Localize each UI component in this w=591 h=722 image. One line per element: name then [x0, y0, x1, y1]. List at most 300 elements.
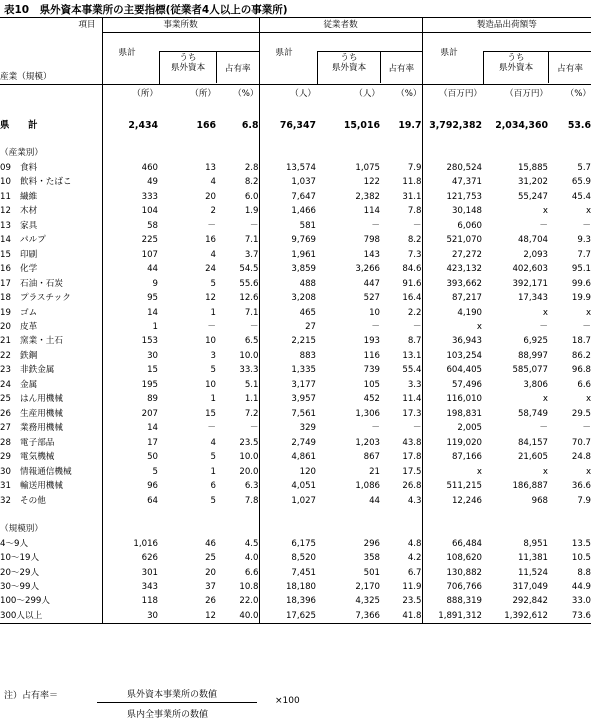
value-cell-3: 18,180 [259, 580, 316, 594]
table-row [0, 262, 591, 276]
industry-code: 12 [0, 206, 11, 217]
industry-name: 電気機械 [20, 452, 55, 463]
size-name: 100～299人 [0, 596, 50, 607]
value-cell-5: 26.8 [402, 481, 422, 492]
table-body [0, 18, 591, 624]
value-cell-7: 88,997 [517, 350, 549, 361]
value-cell-6: 393,662 [422, 277, 482, 291]
value-cell-0: 301 [102, 566, 158, 580]
size-name: 10～19人 [0, 553, 40, 564]
value-cell-4: 105 [363, 379, 381, 390]
unit-cell-6: （百万円） [422, 85, 482, 104]
industry-code: 23 [0, 365, 11, 376]
header-outside-line2: 県外資本 [498, 63, 534, 74]
industry-name: はん用機械 [20, 394, 63, 405]
value-cell-1: 12 [158, 609, 216, 624]
value-cell-1: 10 [205, 379, 217, 390]
value-cell-7: 317,049 [512, 581, 549, 592]
value-cell-1: 166 [196, 119, 217, 131]
value-cell-0: 15 [102, 363, 158, 377]
value-cell-6: 888,319 [422, 595, 482, 609]
value-cell-3: 1,961 [259, 248, 316, 262]
value-cell-0: 225 [102, 233, 158, 247]
value-cell-8: 70.7 [571, 437, 591, 448]
value-cell-3: 4,051 [259, 479, 316, 493]
header-industry: 産業（規模） [0, 71, 52, 82]
value-cell-5: 8.2 [407, 235, 422, 246]
value-cell-4: 1,075 [355, 162, 381, 173]
value-cell-0: 64 [102, 494, 158, 508]
value-cell-1: 13 [205, 162, 217, 173]
value-cell-2: 6.5 [244, 336, 259, 347]
value-cell-7: 292,842 [512, 596, 549, 607]
value-cell-8: 13.5 [571, 538, 591, 549]
value-cell-5: 8.7 [407, 336, 422, 347]
industry-code: 25 [0, 394, 11, 405]
value-cell-8: 73.6 [548, 609, 591, 624]
industry-name: 食料 [20, 162, 38, 173]
empty-cell [316, 146, 380, 160]
industry-code: 19 [0, 307, 11, 318]
value-cell-3: 2,215 [259, 335, 316, 349]
value-cell-4: 114 [363, 206, 381, 217]
table-row [0, 233, 591, 247]
value-cell-1: 1 [210, 394, 217, 405]
value-cell-0: 14 [102, 306, 158, 320]
units-label-blank [0, 85, 102, 104]
footnote-numerator: 県外資本事業所の数値 [127, 690, 218, 700]
industry-heading-label: （産業別） [0, 148, 43, 159]
value-cell-2: 4.5 [244, 538, 259, 549]
value-cell-6: 57,496 [422, 378, 482, 392]
value-cell-4: 739 [363, 365, 381, 376]
value-cell-7: 58,749 [517, 408, 549, 419]
industry-name: 家具 [20, 220, 38, 231]
value-cell-1: 4 [210, 249, 217, 260]
value-cell-6: 66,484 [422, 537, 482, 551]
value-cell-5: 7.9 [407, 162, 422, 173]
value-cell-2: 6.3 [244, 481, 259, 492]
value-cell-6: 706,766 [422, 580, 482, 594]
industry-name: 印刷 [20, 249, 38, 260]
value-cell-0: 333 [102, 190, 158, 204]
value-cell-5: 84.6 [402, 264, 422, 275]
empty-cell [102, 146, 158, 160]
table-row [0, 494, 591, 508]
value-cell-8: 19.9 [571, 293, 591, 304]
value-cell-8: 8.8 [577, 567, 591, 578]
value-cell-8: 24.8 [571, 452, 591, 463]
spacer-cell [216, 508, 259, 522]
unit-cell-8: （%） [548, 85, 591, 104]
empty-cell [158, 522, 216, 536]
empty-cell [259, 522, 316, 536]
industry-code: 26 [0, 408, 11, 419]
value-cell-8: x [585, 466, 591, 477]
value-cell-8: 7.7 [577, 249, 591, 260]
spacer-cell [259, 508, 316, 522]
table-row [0, 551, 591, 565]
value-cell-1: 12 [205, 293, 217, 304]
value-cell-0: 207 [102, 407, 158, 421]
value-cell-0: 1,016 [102, 537, 158, 551]
spacer-cell [548, 508, 591, 522]
value-cell-8: x [585, 307, 591, 318]
value-cell-5: － [412, 322, 422, 332]
value-cell-3: 7,451 [259, 566, 316, 580]
value-cell-8: 65.9 [571, 177, 591, 188]
header-outside-shipments [482, 33, 548, 85]
value-cell-1: 26 [205, 596, 217, 607]
value-cell-4: 15,016 [343, 119, 381, 131]
header-share-employees [380, 33, 422, 85]
header-share-establishments [216, 33, 259, 85]
industry-code: 09 [0, 162, 11, 173]
value-cell-1: － [207, 423, 217, 434]
header-outside-line1: うち [179, 53, 197, 64]
value-cell-4: 193 [363, 336, 381, 347]
spacer-cell [380, 104, 422, 118]
spacer-cell [0, 104, 102, 118]
value-cell-4: 3,266 [355, 264, 381, 275]
value-cell-4: 1,203 [355, 437, 381, 448]
value-cell-3: 120 [259, 465, 316, 479]
value-cell-3: 18,396 [259, 595, 316, 609]
value-cell-0: 195 [102, 378, 158, 392]
value-cell-0: 30 [102, 609, 158, 624]
value-cell-2: 2.8 [244, 162, 259, 173]
value-cell-1: － [207, 220, 217, 231]
size-heading-label: （規模別） [0, 524, 43, 535]
value-cell-5: 4.3 [407, 495, 422, 506]
value-cell-5: 13.1 [402, 350, 422, 361]
industry-code: 15 [0, 249, 11, 260]
spacer-cell [316, 508, 380, 522]
value-cell-5: 43.8 [402, 437, 422, 448]
table-row [0, 450, 591, 464]
value-cell-6: 130,882 [422, 566, 482, 580]
value-cell-0: 44 [102, 262, 158, 276]
industry-code: 24 [0, 379, 11, 390]
industry-name: 化学 [20, 264, 38, 275]
value-cell-2: 6.0 [244, 191, 259, 202]
value-cell-8: 95.1 [571, 264, 591, 275]
value-cell-4: 7,366 [316, 609, 380, 624]
value-cell-3: 27 [259, 320, 316, 334]
value-cell-5: 41.8 [380, 609, 422, 624]
empty-cell [422, 522, 482, 536]
industry-name: ゴム [20, 307, 38, 318]
value-cell-7: 48,704 [517, 235, 549, 246]
header-share-shipments [548, 33, 591, 85]
value-cell-6: 521,070 [422, 233, 482, 247]
spacer-cell [422, 104, 482, 118]
value-cell-6: 280,524 [422, 161, 482, 175]
value-cell-1: 46 [205, 538, 217, 549]
value-cell-0: 95 [102, 291, 158, 305]
value-cell-3: 1,335 [259, 363, 316, 377]
value-cell-1: 5 [210, 495, 217, 506]
value-cell-6: 4,190 [422, 306, 482, 320]
empty-cell [316, 522, 380, 536]
header-shipments: 製造品出荷額等 [422, 18, 591, 33]
industry-code: 32 [0, 495, 11, 506]
spacer-cell [259, 132, 316, 146]
spacer-cell [482, 104, 548, 118]
value-cell-1: 25 [205, 553, 217, 564]
value-cell-1: 5 [210, 365, 217, 376]
value-cell-7: 11,381 [517, 553, 549, 564]
empty-cell [422, 146, 482, 160]
value-cell-7: 21,605 [517, 452, 549, 463]
table-row [0, 320, 591, 334]
industry-name: 生産用機械 [20, 408, 63, 419]
industry-code: 14 [0, 235, 11, 246]
table-row [0, 392, 591, 406]
value-cell-0: 626 [102, 551, 158, 565]
spacer-cell [548, 104, 591, 118]
value-cell-1: 3 [210, 350, 217, 361]
value-cell-7: x [542, 394, 549, 405]
spacer-cell [102, 508, 158, 522]
unit-cell-4: （人） [316, 85, 380, 104]
value-cell-4: 2,382 [355, 191, 381, 202]
value-cell-3: 581 [259, 219, 316, 233]
spacer-cell [482, 132, 548, 146]
value-cell-3: 3,859 [259, 262, 316, 276]
industry-name: 輸送用機械 [20, 481, 63, 492]
value-cell-3: 883 [259, 349, 316, 363]
unit-cell-5: （%） [380, 85, 422, 104]
header-outside-line1: うち [340, 53, 358, 64]
table-row [0, 335, 591, 349]
value-cell-4: － [371, 220, 381, 231]
value-cell-8: 18.7 [571, 336, 591, 347]
value-cell-6: 604,405 [422, 363, 482, 377]
industry-code: 18 [0, 293, 11, 304]
value-cell-0: 58 [102, 219, 158, 233]
value-cell-4: 1,306 [355, 408, 381, 419]
empty-cell [216, 146, 259, 160]
table-row [0, 204, 591, 218]
spacer-cell [158, 132, 216, 146]
value-cell-4: 527 [363, 293, 381, 304]
footnote-multiplier: ×100 [275, 696, 300, 706]
industry-name: 電子部品 [20, 437, 55, 448]
empty-cell [548, 522, 591, 536]
value-cell-3: 13,574 [259, 161, 316, 175]
spacer-cell [158, 104, 216, 118]
table-title: 表10 県外資本事業所の主要指標(従業者4人以上の事業所) [4, 4, 288, 16]
value-cell-7: 6,925 [523, 336, 549, 347]
value-cell-7: 186,887 [512, 481, 549, 492]
value-cell-3: 76,347 [259, 118, 316, 132]
statistics-table-wrapper [0, 17, 591, 624]
value-cell-6: 27,272 [422, 248, 482, 262]
value-cell-8: 33.0 [571, 596, 591, 607]
table-row [0, 306, 591, 320]
value-cell-6: 87,166 [422, 450, 482, 464]
value-cell-0: 17 [102, 436, 158, 450]
value-cell-1: 20 [205, 191, 217, 202]
value-cell-1: 6 [210, 481, 217, 492]
industry-code: 27 [0, 423, 11, 434]
value-cell-4: － [371, 322, 381, 332]
industry-name: 繊維 [20, 191, 38, 202]
value-cell-5: 17.3 [402, 408, 422, 419]
spacer-row [0, 104, 591, 118]
empty-cell [548, 146, 591, 160]
spacer-cell [259, 104, 316, 118]
value-cell-3: 2,749 [259, 436, 316, 450]
value-cell-7: － [539, 423, 549, 434]
table-row [0, 161, 591, 175]
value-cell-3: 1,027 [259, 494, 316, 508]
value-cell-3: 3,177 [259, 378, 316, 392]
table-row [0, 580, 591, 594]
value-cell-2: 3.7 [244, 249, 259, 260]
value-cell-1: 16 [205, 235, 217, 246]
value-cell-0: 96 [102, 479, 158, 493]
value-cell-6: 2,005 [422, 421, 482, 435]
value-cell-6: 103,254 [422, 349, 482, 363]
header-item: 項目 [0, 18, 102, 33]
value-cell-0: 50 [102, 450, 158, 464]
value-cell-1: － [207, 322, 217, 332]
value-cell-7: x [542, 307, 549, 318]
industry-code: 20 [0, 322, 11, 332]
value-cell-3: 3,208 [259, 291, 316, 305]
value-cell-6: 87,217 [422, 291, 482, 305]
value-cell-8: － [582, 322, 591, 332]
value-cell-4: 44 [369, 495, 381, 506]
value-cell-2: 20.0 [239, 466, 259, 477]
value-cell-0: 5 [102, 465, 158, 479]
value-cell-0: 49 [102, 175, 158, 189]
value-cell-5: 7.8 [407, 206, 422, 217]
industry-code: 30 [0, 466, 11, 477]
value-cell-0: 2,434 [102, 118, 158, 132]
value-cell-2: 6.8 [241, 119, 259, 131]
value-cell-5: － [412, 220, 422, 231]
unit-cell-7: （百万円） [482, 85, 548, 104]
value-cell-7: 585,077 [512, 365, 549, 376]
value-cell-6: 423,132 [422, 262, 482, 276]
value-cell-0: 14 [102, 421, 158, 435]
value-cell-6: 47,371 [422, 175, 482, 189]
industry-code: 21 [0, 336, 11, 347]
table-row [0, 190, 591, 204]
table-row [0, 407, 591, 421]
spacer-cell [548, 132, 591, 146]
industry-code: 16 [0, 264, 11, 275]
spacer-cell [102, 104, 158, 118]
value-cell-8: 86.2 [571, 350, 591, 361]
value-cell-8: 29.5 [571, 408, 591, 419]
value-cell-4: － [371, 423, 381, 434]
table-row [0, 349, 591, 363]
value-cell-5: － [412, 423, 422, 434]
header-total-establishments: 県計 [102, 33, 158, 85]
value-cell-5: 4.2 [407, 553, 422, 564]
header-total-shipments: 県計 [422, 33, 482, 85]
value-cell-7: 2,093 [523, 249, 549, 260]
table-row [0, 219, 591, 233]
value-cell-2: 5.1 [244, 379, 259, 390]
value-cell-2: 7.8 [244, 495, 259, 506]
value-cell-2: 40.0 [216, 609, 259, 624]
value-cell-1: 4 [210, 177, 217, 188]
value-cell-4: 798 [363, 235, 381, 246]
value-cell-4: 358 [363, 553, 381, 564]
industry-name: 皮革 [20, 322, 38, 332]
value-cell-2: 55.6 [239, 278, 259, 289]
value-cell-7: 31,202 [517, 177, 549, 188]
footnote-label: 注）占有率＝ [4, 691, 59, 701]
industry-code: 28 [0, 437, 11, 448]
empty-cell [102, 522, 158, 536]
value-cell-0: 9 [102, 277, 158, 291]
value-cell-4: 501 [363, 567, 381, 578]
value-cell-4: 116 [363, 350, 381, 361]
value-cell-3: 1,037 [259, 175, 316, 189]
industry-code: 17 [0, 278, 11, 289]
industry-name: 金属 [20, 379, 38, 390]
value-cell-5: 31.1 [402, 191, 422, 202]
value-cell-7: － [539, 220, 549, 231]
statistics-table [0, 17, 591, 624]
value-cell-2: 7.1 [244, 307, 259, 318]
value-cell-8: 9.3 [577, 235, 591, 246]
value-cell-2: 22.0 [239, 596, 259, 607]
value-cell-8: x [585, 394, 591, 405]
value-cell-6: 36,943 [422, 335, 482, 349]
industry-name: プラスチック [20, 293, 71, 304]
value-cell-1: 1 [210, 466, 217, 477]
value-cell-7: 402,603 [512, 264, 549, 275]
industry-name: 業務用機械 [20, 423, 63, 434]
spacer-cell [422, 132, 482, 146]
size-name: 300人以上 [0, 609, 102, 624]
industry-code: 29 [0, 452, 11, 463]
value-cell-1: 4 [210, 437, 217, 448]
industry-name: その他 [20, 495, 46, 506]
value-cell-5: 23.5 [402, 596, 422, 607]
table-row [0, 595, 591, 609]
header-outside-line2: 県外資本 [170, 63, 206, 74]
value-cell-4: 122 [363, 177, 381, 188]
value-cell-6: 12,246 [422, 494, 482, 508]
spacer-cell [316, 132, 380, 146]
industry-code: 10 [0, 177, 11, 188]
value-cell-1: 2 [210, 206, 217, 217]
spacer-cell [216, 132, 259, 146]
header-outside-employees [316, 33, 380, 85]
value-cell-4: 21 [369, 466, 381, 477]
header-employees: 従業者数 [259, 18, 422, 33]
value-cell-2: 12.6 [239, 293, 259, 304]
value-cell-7: 55,247 [517, 191, 549, 202]
industry-name: 非鉄金属 [20, 365, 55, 376]
value-cell-1: 10 [205, 336, 217, 347]
value-cell-4: 447 [363, 278, 381, 289]
value-cell-6: x [422, 320, 482, 334]
value-cell-4: 10 [369, 307, 381, 318]
value-cell-7: 84,157 [517, 437, 549, 448]
value-cell-4: 452 [363, 394, 381, 405]
value-cell-6: 1,891,312 [422, 609, 482, 624]
value-cell-0: 460 [102, 161, 158, 175]
